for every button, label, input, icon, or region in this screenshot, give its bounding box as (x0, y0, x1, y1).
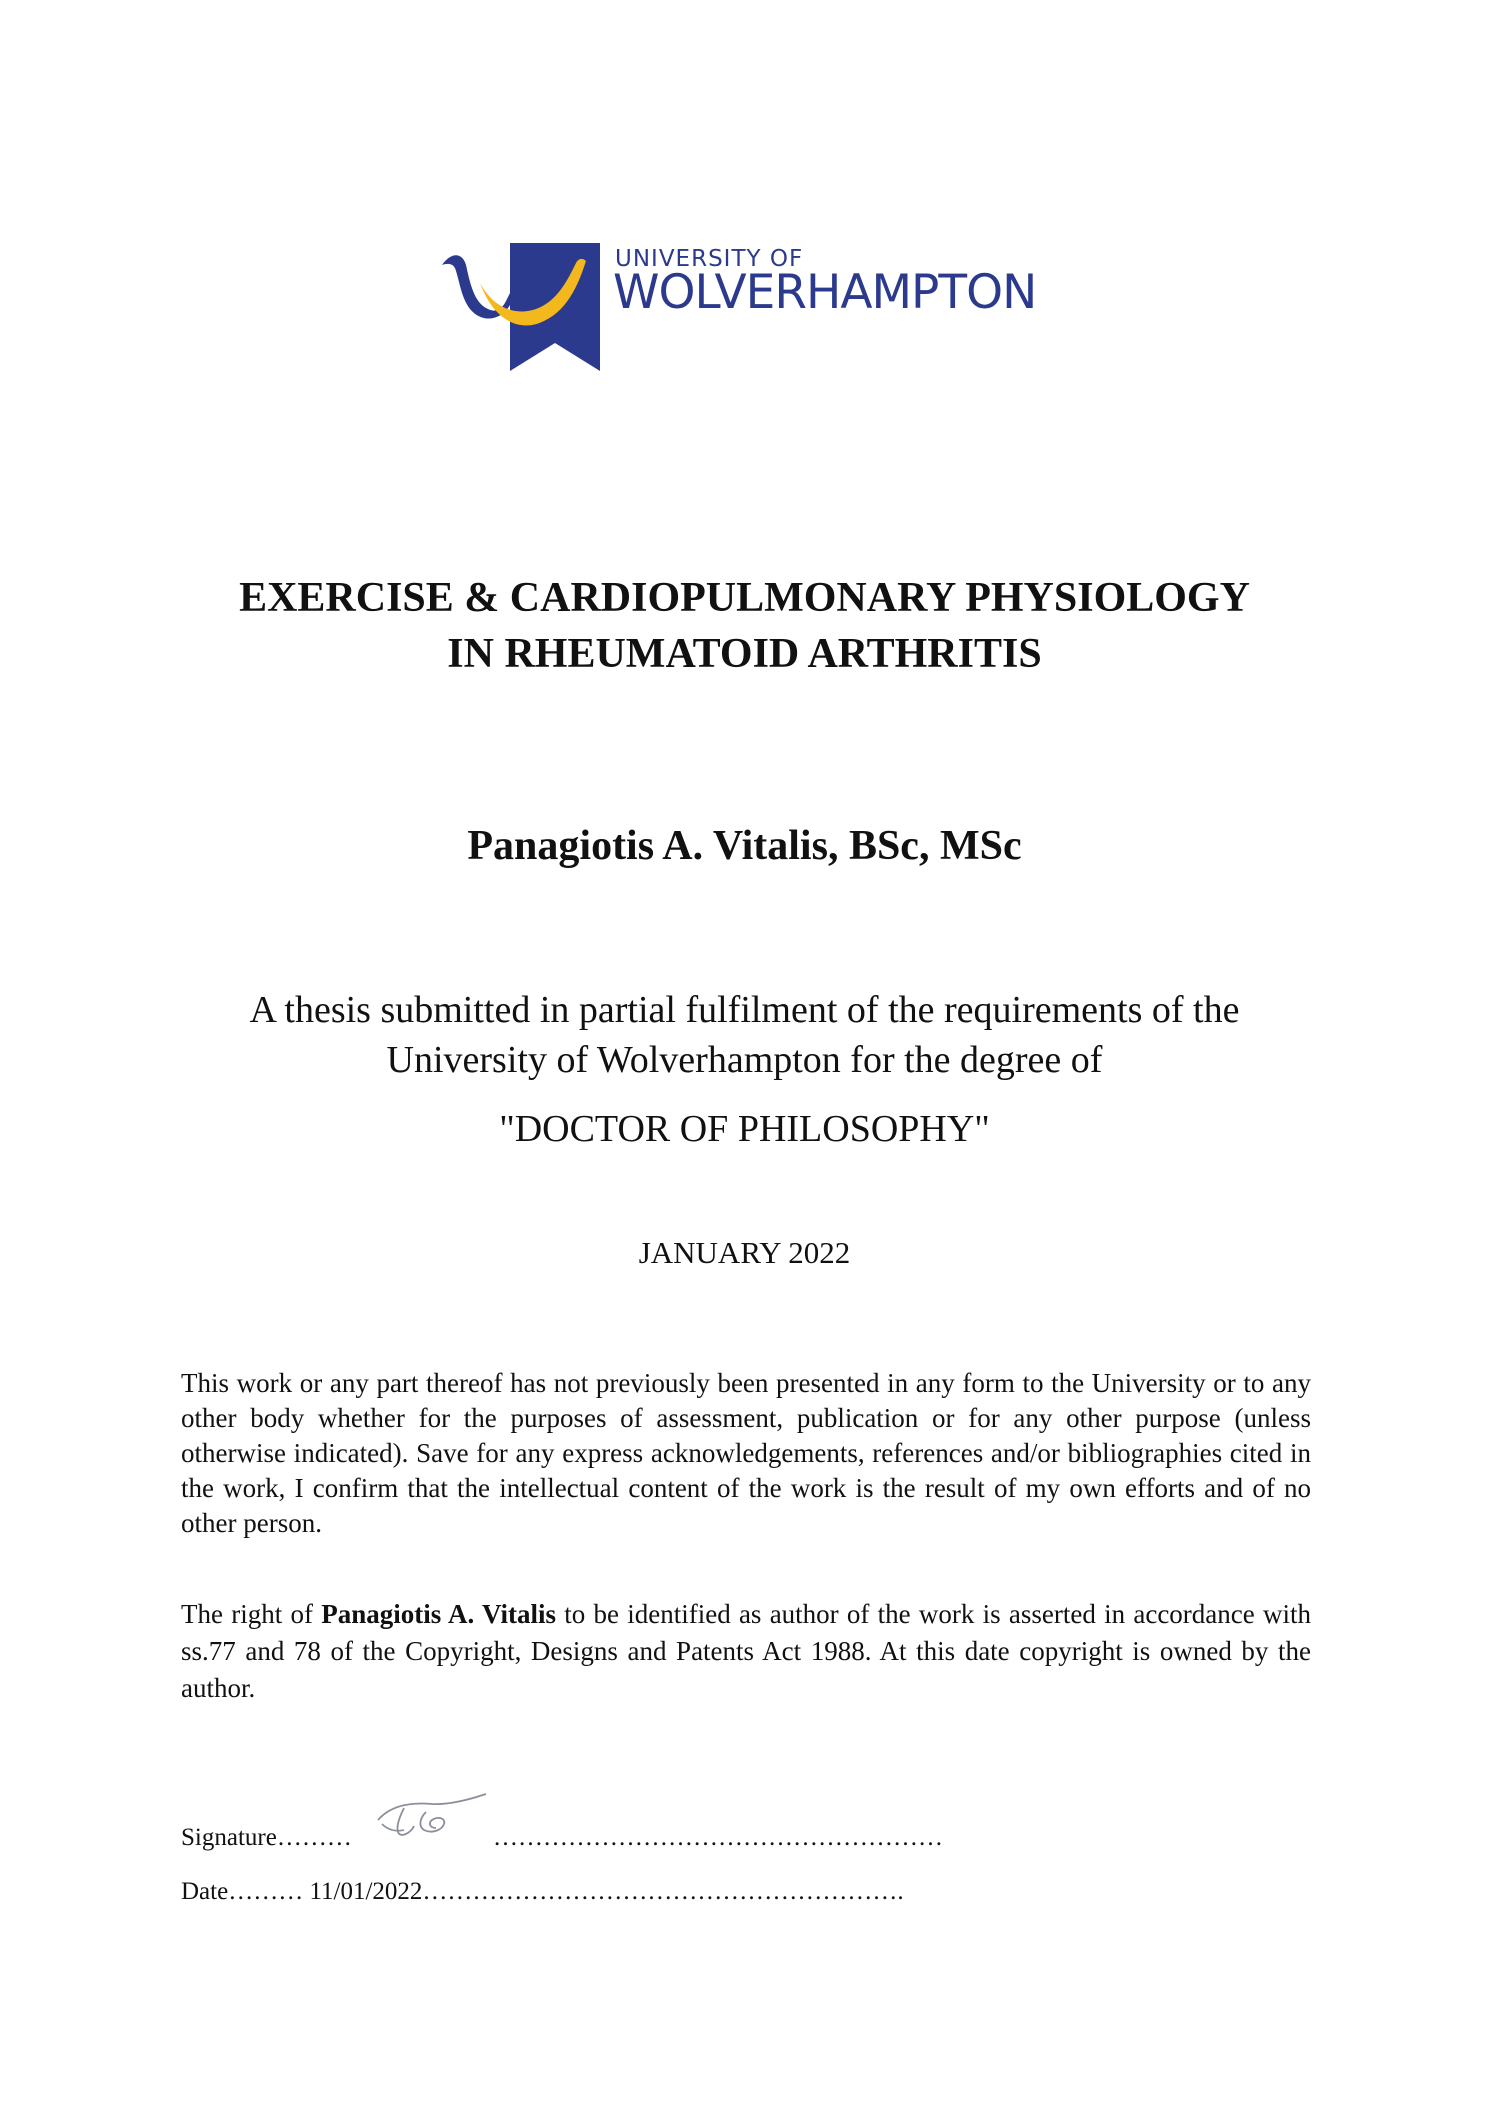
university-logo-mark-icon (440, 243, 605, 373)
signature-label: Signature……… (181, 1824, 352, 1851)
copyright-statement-prefix: The right of (181, 1599, 322, 1629)
logo-line-university-of: UNIVERSITY OF (615, 246, 804, 272)
university-logo (440, 243, 1060, 373)
degree-name: "DOCTOR OF PHILOSOPHY" (499, 1108, 990, 1150)
author-name: Panagiotis A. Vitalis, BSc, MSc (467, 823, 1022, 869)
copyright-statement-suffix: to be identified as author of the work is asserted in accordance with ss.77 and 78 of the Copyright, Designs and Patents Act 1988. At this date copyright is owned by the author. (181, 1599, 1311, 1703)
submission-statement-line-1: A thesis submitted in partial fulfilment of the requirements of the (249, 989, 1240, 1031)
thesis-title-line-2: IN RHEUMATOID ARTHRITIS (447, 631, 1042, 677)
copyright-author-name: Panagiotis A. Vitalis (321, 1599, 556, 1629)
submission-statement-line-2: University of Wolverhampton for the degree of (386, 1039, 1103, 1081)
thesis-title-line-1: EXERCISE & CARDIOPULMONARY PHYSIOLOGY (239, 575, 1250, 621)
submission-date: JANUARY 2022 (638, 1235, 851, 1270)
handwritten-signature-icon (370, 1790, 490, 1850)
copyright-statement (181, 1596, 1311, 1707)
logo-line-wolverhampton: WOLVERHAMPTON (613, 265, 1037, 320)
university-logo-wordmark (615, 243, 1060, 323)
signed-date-line: Date……… 11/01/2022…………………………………………………. (181, 1878, 904, 1905)
signature-line-dots: ……………………………………………… (493, 1824, 943, 1851)
originality-declaration: This work or any part thereof has not previously been presented in any form to the University or to any other body whether for the purposes of assessment, publication or for any other purpose (unless otherwise indicated). Save for any express acknowledgements, references and/or bibliographies cited in the work, I confirm that the intellectual content of the work is the result of my own efforts and of no other person. (181, 1368, 1311, 1538)
